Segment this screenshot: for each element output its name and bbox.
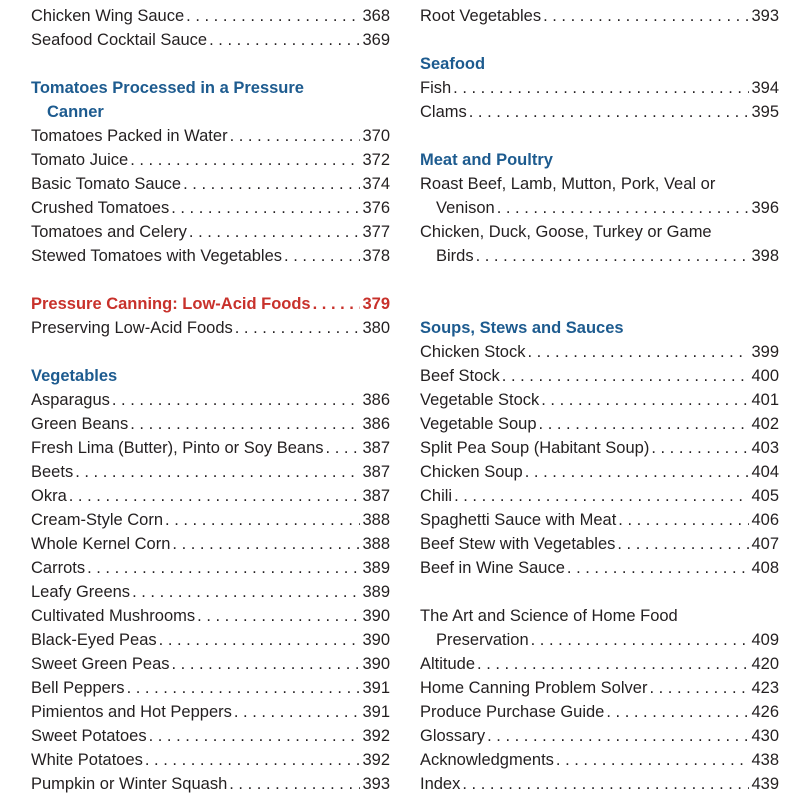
- dot-leader: [209, 28, 360, 52]
- toc-entry: [420, 244, 779, 268]
- toc-entry: [420, 772, 779, 796]
- dot-leader: [69, 484, 361, 508]
- dot-leader: [527, 340, 749, 364]
- dot-leader: [172, 652, 361, 676]
- toc-entry: [31, 724, 390, 748]
- toc-entry: [31, 748, 390, 772]
- toc-entry: [420, 748, 779, 772]
- entry-title-cont: Birds: [436, 247, 474, 265]
- entry-page: 402: [751, 415, 779, 433]
- entry-page: 399: [751, 343, 779, 361]
- toc-entry: [31, 484, 390, 508]
- entry-page: 404: [751, 463, 779, 481]
- entry-title-cont: Preservation: [436, 631, 529, 649]
- entry-page: 374: [362, 175, 390, 193]
- entry-page: 387: [362, 439, 390, 457]
- dot-leader: [171, 196, 360, 220]
- entry-title: Tomatoes and Celery: [31, 223, 187, 241]
- entry-page: 430: [751, 727, 779, 745]
- entry-title: Green Beans: [31, 415, 129, 433]
- entry-title: Crushed Tomatoes: [31, 199, 170, 217]
- dot-leader: [149, 724, 361, 748]
- toc-entry: [420, 484, 779, 508]
- toc-entry: [31, 628, 390, 652]
- entry-title: Bell Peppers: [31, 679, 125, 697]
- entry-title: Chili: [420, 487, 453, 505]
- toc-entry: [31, 172, 390, 196]
- section-heading-vegetables: Vegetables: [31, 367, 118, 385]
- entry-title: Chicken, Duck, Goose, Turkey or Game: [420, 223, 712, 241]
- entry-page: 423: [751, 679, 779, 697]
- entry-page: 403: [751, 439, 779, 457]
- entry-page: 439: [751, 775, 779, 793]
- entry-title: Split Pea Soup (Habitant Soup): [420, 439, 650, 457]
- toc-entry: [31, 604, 390, 628]
- dot-leader: [539, 412, 750, 436]
- toc-entry: [31, 556, 390, 580]
- toc-entry: [420, 628, 779, 652]
- entry-title: Tomatoes Packed in Water: [31, 127, 228, 145]
- toc-entry: [31, 412, 390, 436]
- dot-leader: [541, 388, 749, 412]
- toc-entry: [420, 700, 779, 724]
- toc-right-column: [420, 4, 779, 796]
- dot-leader: [651, 436, 749, 460]
- entry-page: 426: [751, 703, 779, 721]
- section-heading-tomatoes-cont: Canner: [47, 103, 104, 121]
- entry-page: 389: [362, 559, 390, 577]
- toc-entry: [31, 148, 390, 172]
- dot-leader: [197, 604, 360, 628]
- entry-page: 408: [751, 559, 779, 577]
- entry-page: 420: [751, 655, 779, 673]
- entry-title: Seafood Cocktail Sauce: [31, 31, 208, 49]
- dot-leader: [130, 148, 360, 172]
- dot-leader: [525, 460, 750, 484]
- entry-page: 378: [362, 247, 390, 265]
- entry-title: Clams: [420, 103, 467, 121]
- toc-entry: [31, 772, 390, 796]
- dot-leader: [617, 532, 749, 556]
- entry-title: Preserving Low-Acid Foods: [31, 319, 233, 337]
- dot-leader: [234, 700, 361, 724]
- section-heading-seafood: Seafood: [420, 55, 486, 73]
- toc-entry: [31, 220, 390, 244]
- entry-page: 396: [751, 199, 779, 217]
- entry-page: 394: [751, 79, 779, 97]
- dot-leader: [487, 724, 749, 748]
- dot-leader: [469, 100, 750, 124]
- entry-page: 376: [362, 199, 390, 217]
- entry-title: Beets: [31, 463, 74, 481]
- entry-page: 390: [362, 655, 390, 673]
- toc-entry: [31, 652, 390, 676]
- entry-title: Vegetable Stock: [420, 391, 540, 409]
- entry-title: Pressure Canning: Low-Acid Foods: [31, 295, 311, 313]
- entry-page: 393: [362, 775, 390, 793]
- dot-leader: [556, 748, 750, 772]
- entry-title: Black-Eyed Peas: [31, 631, 157, 649]
- dot-leader: [183, 172, 360, 196]
- dot-leader: [649, 676, 749, 700]
- entry-page: 387: [362, 487, 390, 505]
- dot-leader: [172, 532, 360, 556]
- toc-entry: [31, 316, 390, 340]
- entry-title: Sweet Green Peas: [31, 655, 170, 673]
- entry-page: 389: [362, 583, 390, 601]
- entry-title: Acknowledgments: [420, 751, 554, 769]
- dot-leader: [159, 628, 361, 652]
- toc-entry: [31, 676, 390, 700]
- toc-entry: [31, 388, 390, 412]
- entry-page: 390: [362, 607, 390, 625]
- toc-entry: [420, 652, 779, 676]
- dot-leader: [130, 412, 360, 436]
- section-heading-soups-stews-sauces: Soups, Stews and Sauces: [420, 319, 624, 337]
- section-heading-meat-poultry: Meat and Poultry: [420, 151, 553, 169]
- entry-title: Chicken Stock: [420, 343, 526, 361]
- entry-title: Tomato Juice: [31, 151, 129, 169]
- toc-entry: [420, 460, 779, 484]
- entry-title: Beef Stew with Vegetables: [420, 535, 616, 553]
- dot-leader: [453, 76, 749, 100]
- entry-title: Spaghetti Sauce with Meat: [420, 511, 617, 529]
- toc-entry: [420, 364, 779, 388]
- entry-title: Stewed Tomatoes with Vegetables: [31, 247, 283, 265]
- dot-leader: [132, 580, 360, 604]
- dot-leader: [235, 316, 361, 340]
- soups-list: [420, 340, 779, 580]
- dot-leader: [477, 652, 749, 676]
- entry-page: 407: [751, 535, 779, 553]
- dot-leader: [186, 4, 360, 28]
- entry-page: 405: [751, 487, 779, 505]
- entry-title: Okra: [31, 487, 67, 505]
- toc-entry: [420, 196, 779, 220]
- toc-entry: [420, 508, 779, 532]
- entry-page: 368: [362, 7, 390, 25]
- toc-entry: [31, 700, 390, 724]
- toc-entry: [420, 100, 779, 124]
- toc-entry: [420, 436, 779, 460]
- dot-leader: [618, 508, 749, 532]
- entry-page: 390: [362, 631, 390, 649]
- entry-page: 392: [362, 727, 390, 745]
- toc-entry: [31, 532, 390, 556]
- entry-title: Root Vegetables: [420, 7, 542, 25]
- entry-page: 386: [362, 391, 390, 409]
- toc-entry: [31, 124, 390, 148]
- entry-title: Pimientos and Hot Peppers: [31, 703, 232, 721]
- dot-leader: [326, 436, 361, 460]
- entry-page: 409: [751, 631, 779, 649]
- entry-page: 391: [362, 679, 390, 697]
- entry-title: Fresh Lima (Butter), Pinto or Soy Beans: [31, 439, 324, 457]
- entry-title: Basic Tomato Sauce: [31, 175, 182, 193]
- section-heading-tomatoes: Tomatoes Processed in a Pressure: [31, 79, 304, 97]
- toc-entry: [31, 28, 390, 52]
- dot-leader: [145, 748, 361, 772]
- entry-title-cont: Venison: [436, 199, 495, 217]
- entry-title: Cream-Style Corn: [31, 511, 164, 529]
- toc-entry: [31, 460, 390, 484]
- entry-page: 380: [362, 319, 390, 337]
- dot-leader: [462, 772, 749, 796]
- entry-title: Beef in Wine Sauce: [420, 559, 565, 577]
- dot-leader: [165, 508, 360, 532]
- entry-page: 386: [362, 415, 390, 433]
- entry-title: Index: [420, 775, 461, 793]
- entry-page: 406: [751, 511, 779, 529]
- toc-entry: [31, 196, 390, 220]
- entry-page: 400: [751, 367, 779, 385]
- dot-leader: [531, 628, 750, 652]
- dot-leader: [284, 244, 360, 268]
- toc-entry: [420, 532, 779, 556]
- entry-page: 398: [751, 247, 779, 265]
- toc-entry: [31, 4, 390, 28]
- entry-title: Cultivated Mushrooms: [31, 607, 196, 625]
- toc-entry: [31, 580, 390, 604]
- dot-leader: [567, 556, 750, 580]
- section-heading-pressure-canning: [31, 292, 390, 316]
- toc-entry: [420, 388, 779, 412]
- dot-leader: [606, 700, 749, 724]
- entry-page: 387: [362, 463, 390, 481]
- entry-title: Chicken Wing Sauce: [31, 7, 185, 25]
- toc-entry: [420, 412, 779, 436]
- toc-entry: [420, 724, 779, 748]
- dot-leader: [454, 484, 749, 508]
- toc-entry: [420, 556, 779, 580]
- dot-leader: [127, 676, 361, 700]
- entry-title: Fish: [420, 79, 452, 97]
- entry-title: Asparagus: [31, 391, 110, 409]
- entry-page: 388: [362, 511, 390, 529]
- dot-leader: [502, 364, 750, 388]
- dot-leader: [313, 292, 361, 316]
- entry-title: White Potatoes: [31, 751, 143, 769]
- entry-page: 377: [362, 223, 390, 241]
- entry-page: 392: [362, 751, 390, 769]
- toc-left-column: [31, 4, 390, 796]
- entry-title: Whole Kernel Corn: [31, 535, 171, 553]
- entry-page: 393: [751, 7, 779, 25]
- entry-title: Home Canning Problem Solver: [420, 679, 648, 697]
- entry-page: 372: [362, 151, 390, 169]
- entry-title: The Art and Science of Home Food: [420, 607, 678, 625]
- entry-title: Glossary: [420, 727, 486, 745]
- entry-title: Produce Purchase Guide: [420, 703, 605, 721]
- entry-title: Roast Beef, Lamb, Mutton, Pork, Veal or: [420, 175, 716, 193]
- entry-title: Vegetable Soup: [420, 415, 537, 433]
- toc-entry: [420, 676, 779, 700]
- toc-entry: [420, 4, 779, 28]
- dot-leader: [543, 4, 749, 28]
- toc-entry: [420, 340, 779, 364]
- entry-title: Sweet Potatoes: [31, 727, 147, 745]
- dot-leader: [230, 124, 361, 148]
- entry-page: 369: [362, 31, 390, 49]
- dot-leader: [229, 772, 360, 796]
- entry-title: Pumpkin or Winter Squash: [31, 775, 228, 793]
- dot-leader: [87, 556, 360, 580]
- toc-entry: [31, 244, 390, 268]
- toc-entry: [31, 436, 390, 460]
- dot-leader: [112, 388, 361, 412]
- toc-entry: [420, 76, 779, 100]
- dot-leader: [476, 244, 750, 268]
- entry-page: 395: [751, 103, 779, 121]
- dot-leader: [497, 196, 750, 220]
- entry-page: 388: [362, 535, 390, 553]
- dot-leader: [75, 460, 360, 484]
- entry-title: Chicken Soup: [420, 463, 523, 481]
- toc-entry: [31, 508, 390, 532]
- entry-title: Beef Stock: [420, 367, 500, 385]
- back-matter-list: [420, 652, 779, 796]
- entry-page: 401: [751, 391, 779, 409]
- entry-page: 438: [751, 751, 779, 769]
- entry-title: Altitude: [420, 655, 476, 673]
- entry-title: Carrots: [31, 559, 86, 577]
- entry-page: 391: [362, 703, 390, 721]
- entry-title: Leafy Greens: [31, 583, 131, 601]
- entry-page: 379: [362, 295, 390, 313]
- vegetables-list: [31, 388, 390, 796]
- entry-page: 370: [362, 127, 390, 145]
- dot-leader: [189, 220, 361, 244]
